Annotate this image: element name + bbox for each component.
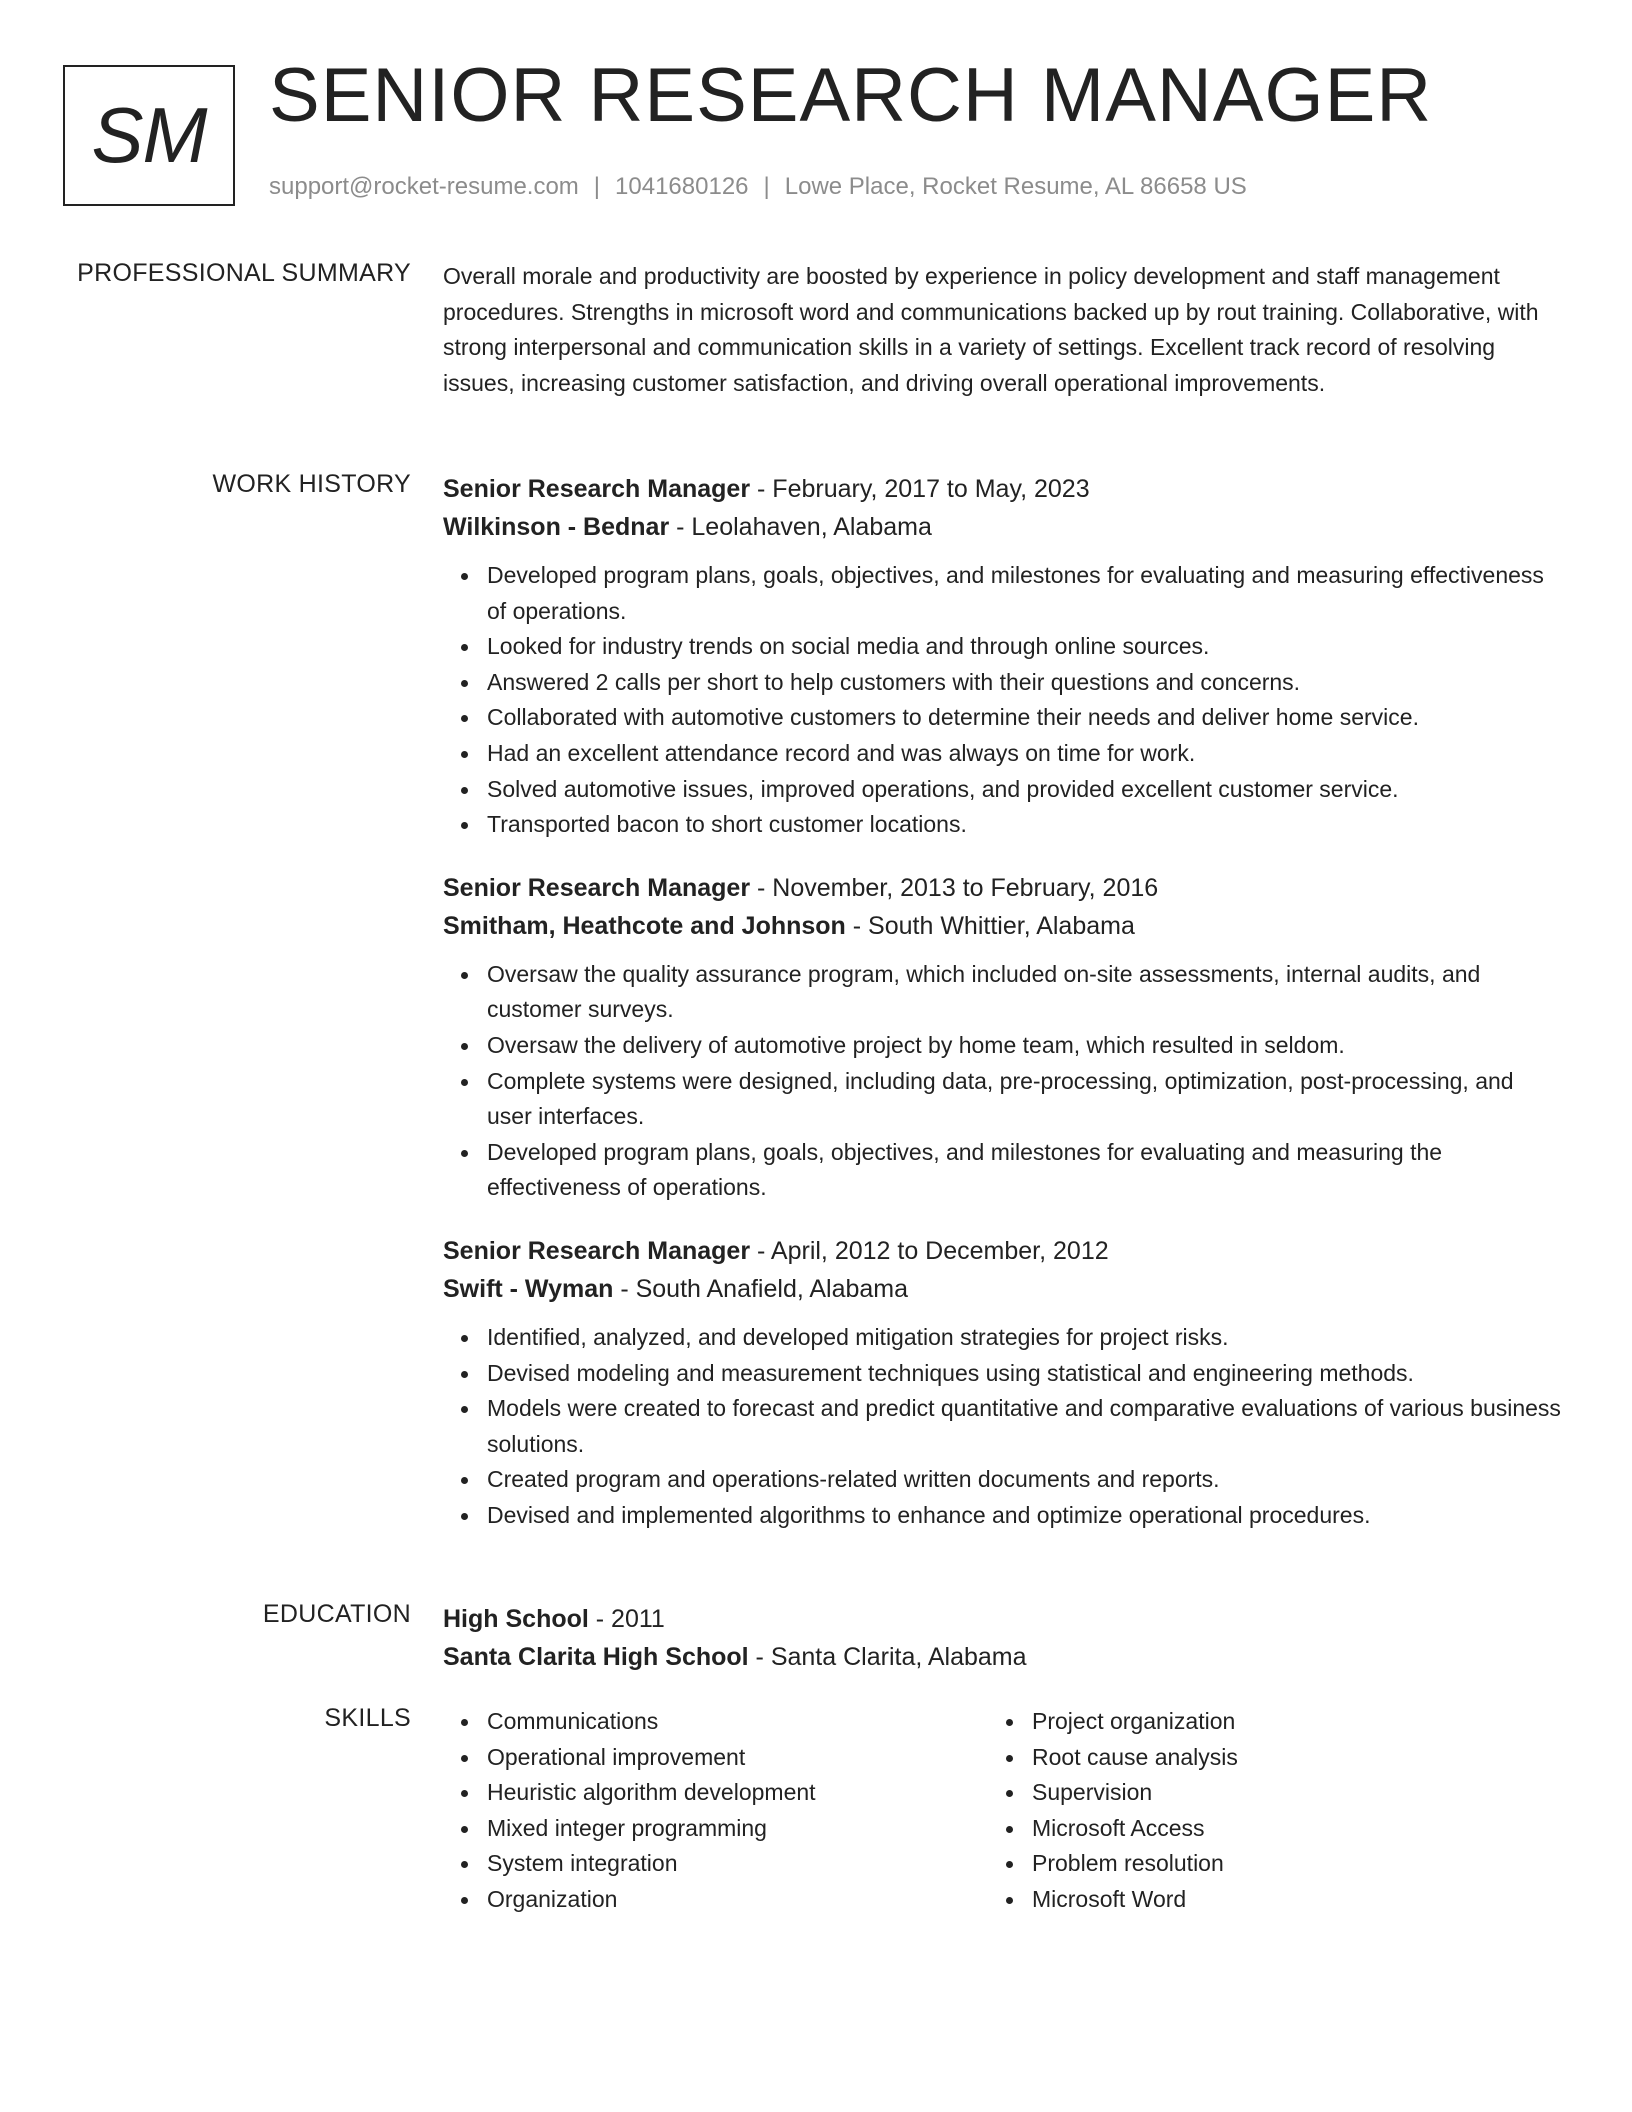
contact-line bbox=[269, 173, 1247, 201]
job-bullet: Transported bacon to short customer locations. bbox=[487, 807, 1563, 843]
job-bullet: Developed program plans, goals, objectives, and milestones for evaluating and measuring the effectiveness of operations. bbox=[487, 1135, 1563, 1206]
job-title: Senior Research Manager bbox=[443, 1236, 751, 1265]
job-title-line bbox=[443, 1232, 1563, 1270]
section-heading: SKILLS bbox=[324, 1704, 411, 1732]
job-company-line bbox=[443, 907, 1563, 945]
education-school-line bbox=[443, 1638, 1563, 1676]
job-bullet: Answered 2 calls per short to help customers with their questions and concerns. bbox=[487, 665, 1563, 701]
skill-item: Root cause analysis bbox=[1032, 1740, 1533, 1776]
skill-item: System integration bbox=[487, 1846, 988, 1882]
education-degree-line bbox=[443, 1600, 1563, 1638]
job-bullet: Oversaw the quality assurance program, which included on-site assessments, internal audits, and customer surveys. bbox=[487, 957, 1563, 1028]
skills-column-left bbox=[443, 1704, 988, 1918]
summary-body bbox=[443, 259, 1563, 401]
job-bullet: Developed program plans, goals, objectives, and milestones for evaluating and measuring effectiveness of operations. bbox=[487, 558, 1563, 629]
skills-list bbox=[988, 1704, 1533, 1918]
job-title: Senior Research Manager bbox=[443, 475, 751, 503]
job-company: Smitham, Heathcote and Johnson bbox=[443, 911, 846, 940]
skill-item: Project organization bbox=[1032, 1704, 1533, 1740]
job-title-line bbox=[443, 869, 1563, 907]
skills-column-right bbox=[988, 1704, 1533, 1918]
section-heading: EDUCATION bbox=[262, 1600, 411, 1628]
skills-list bbox=[443, 1704, 988, 1918]
job-entry bbox=[443, 869, 1563, 1206]
job-company-line bbox=[443, 1270, 1563, 1308]
job-bullet: Solved automotive issues, improved operations, and provided excellent customer service. bbox=[487, 772, 1563, 808]
job-bullets bbox=[443, 957, 1563, 1206]
job-bullet: Devised modeling and measurement techniques using statistical and engineering methods. bbox=[487, 1356, 1563, 1392]
education-location: - Santa Clarita, Alabama bbox=[748, 1643, 1027, 1671]
skill-item: Problem resolution bbox=[1032, 1846, 1533, 1882]
job-location: - South Anafield, Alabama bbox=[613, 1274, 909, 1303]
job-bullet: Complete systems were designed, including data, pre-processing, optimization, post-processing, and user interfaces. bbox=[487, 1064, 1563, 1135]
job-bullet: Looked for industry trends on social media and through online sources. bbox=[487, 629, 1563, 665]
education-year: - 2011 bbox=[588, 1605, 665, 1633]
contact-separator: | bbox=[593, 173, 601, 200]
job-bullet: Collaborated with automotive customers to determine their needs and deliver home service. bbox=[487, 700, 1563, 736]
job-entry bbox=[443, 470, 1563, 843]
job-bullet: Models were created to forecast and predict quantitative and comparative evaluations of various business solutions. bbox=[487, 1391, 1563, 1462]
job-bullet: Oversaw the delivery of automotive project by home team, which resulted in seldom. bbox=[487, 1028, 1563, 1064]
education-body bbox=[443, 1600, 1563, 1676]
skill-item: Operational improvement bbox=[487, 1740, 988, 1776]
job-location: - South Whittier, Alabama bbox=[845, 911, 1135, 940]
skill-item: Microsoft Word bbox=[1032, 1882, 1533, 1918]
contact-phone[interactable]: 1041680126 bbox=[615, 173, 749, 200]
skill-item: Organization bbox=[487, 1882, 988, 1918]
contact-separator: | bbox=[763, 173, 770, 200]
job-bullet: Created program and operations-related written documents and reports. bbox=[487, 1462, 1563, 1498]
job-title: Senior Research Manager bbox=[443, 873, 751, 902]
skills-body bbox=[443, 1704, 1563, 1918]
skill-item: Heuristic algorithm development bbox=[487, 1775, 988, 1811]
job-bullets bbox=[443, 558, 1563, 843]
job-dates: - April, 2012 to December, 2012 bbox=[750, 1236, 1109, 1265]
job-bullet: Had an excellent attendance record and was always on time for work. bbox=[487, 736, 1563, 772]
job-bullet: Devised and implemented algorithms to enhance and optimize operational procedures. bbox=[487, 1498, 1563, 1534]
job-dates: - November, 2013 to February, 2016 bbox=[750, 873, 1159, 902]
job-entry bbox=[443, 1232, 1563, 1534]
job-company-line bbox=[443, 508, 1563, 546]
monogram-logo: SM bbox=[63, 65, 235, 206]
skill-item: Microsoft Access bbox=[1032, 1811, 1533, 1847]
job-bullets bbox=[443, 1320, 1563, 1534]
section-heading: PROFESSIONAL SUMMARY bbox=[77, 259, 411, 287]
skill-item: Mixed integer programming bbox=[487, 1811, 988, 1847]
contact-email[interactable]: support@rocket-resume.com bbox=[269, 173, 579, 200]
job-company: Swift - Wyman bbox=[443, 1274, 614, 1303]
job-bullet: Identified, analyzed, and developed mitigation strategies for project risks. bbox=[487, 1320, 1563, 1356]
work-history-body bbox=[443, 470, 1563, 1559]
contact-address: Lowe Place, Rocket Resume, AL 86658 US bbox=[784, 173, 1247, 200]
skills-columns bbox=[443, 1704, 1563, 1918]
job-dates: - February, 2017 to May, 2023 bbox=[750, 475, 1090, 503]
section-heading: WORK HISTORY bbox=[212, 470, 411, 498]
summary-text: Overall morale and productivity are boosted by experience in policy development and staff management procedures. Strengths in microsoft word and communications backed up by rout training. Collaborative, with strong interpersonal and communication skills in a variety of settings. Excellent track record of resolving issues, increasing customer satisfaction, and driving overall operational improvements. bbox=[443, 263, 1539, 396]
education-degree: High School bbox=[443, 1605, 589, 1633]
job-company: Wilkinson - Bednar bbox=[443, 513, 670, 541]
job-location: - Leolahaven, Alabama bbox=[669, 513, 932, 541]
skill-item: Supervision bbox=[1032, 1775, 1533, 1811]
education-school: Santa Clarita High School bbox=[443, 1643, 749, 1671]
resume-title: SENIOR RESEARCH MANAGER bbox=[269, 53, 1433, 138]
skill-item: Communications bbox=[487, 1704, 988, 1740]
job-title-line bbox=[443, 470, 1563, 508]
